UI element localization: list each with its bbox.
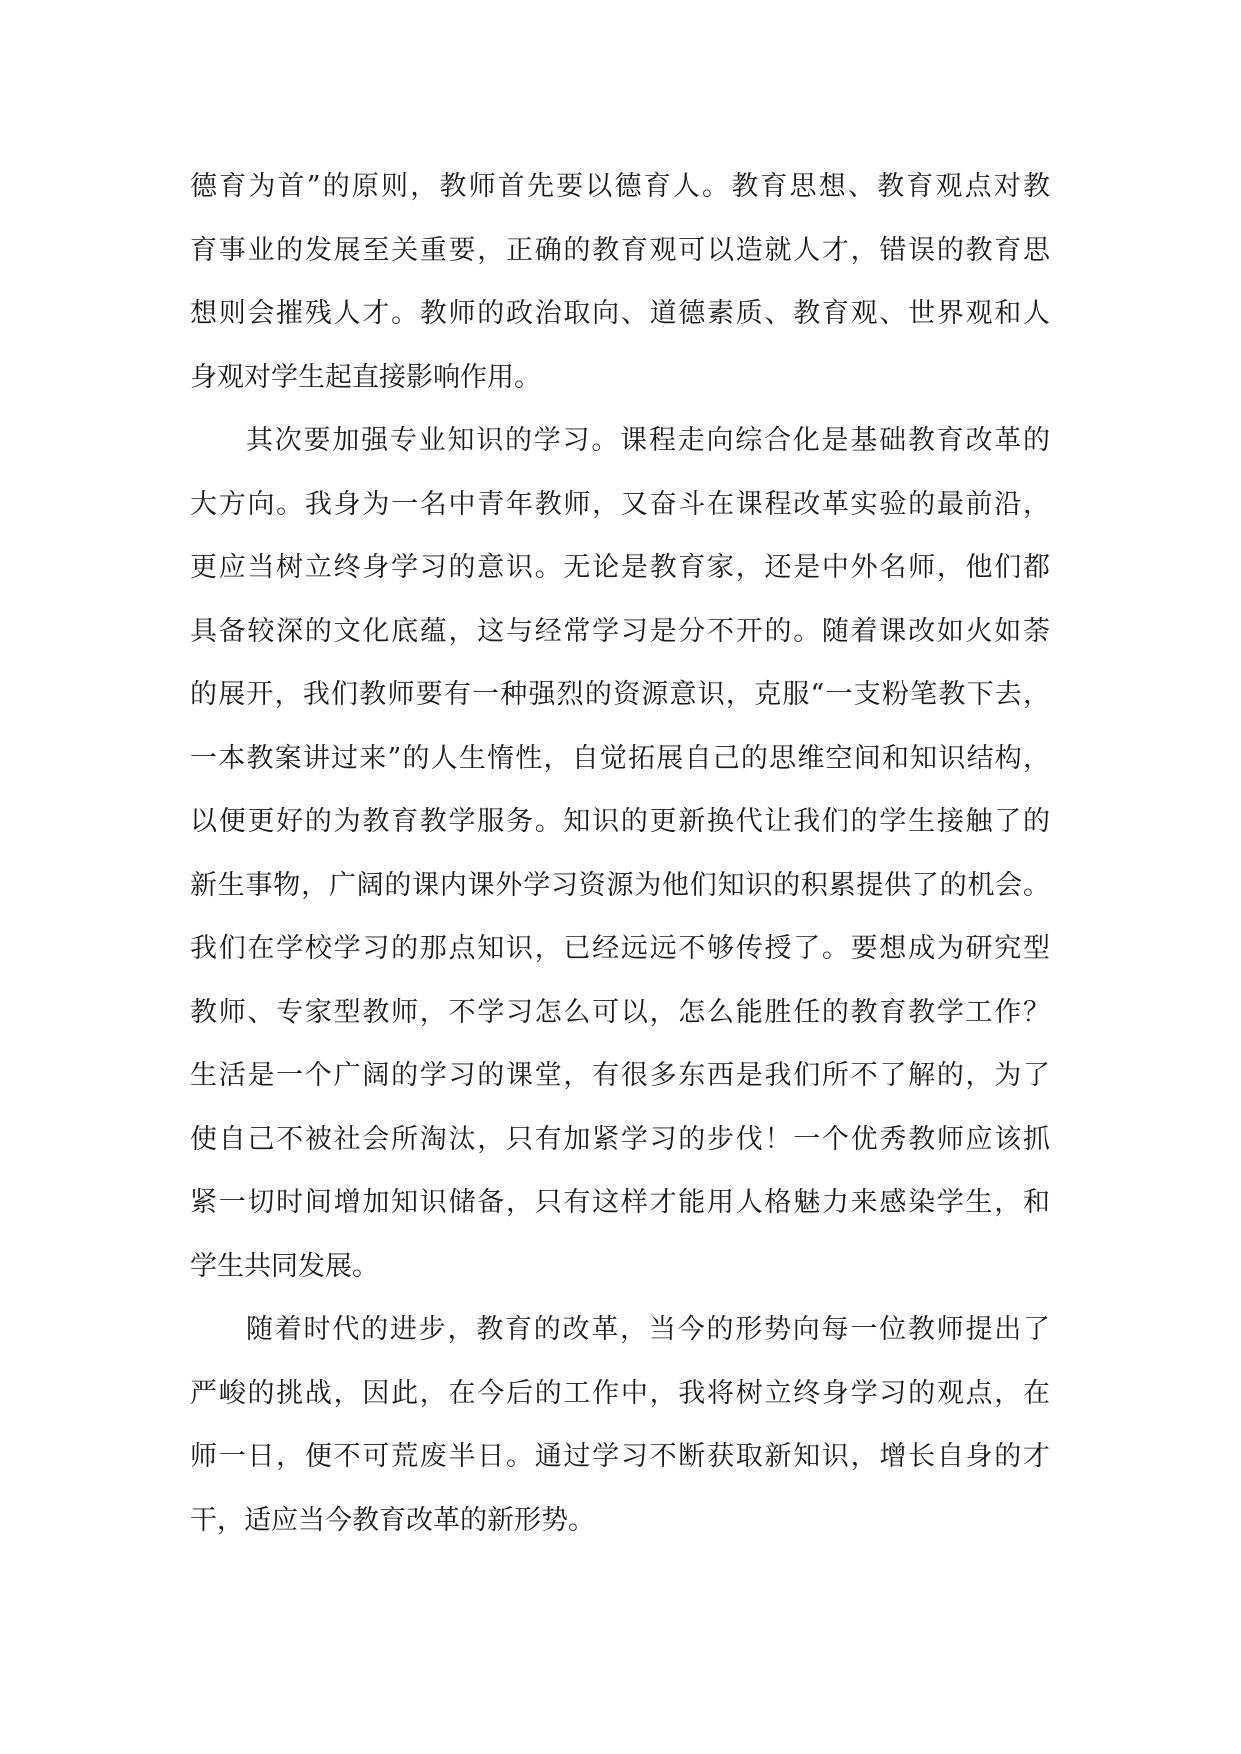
text-line: 新生事物，广阔的课内课外学习资源为他们知识的积累提供了的机会。 bbox=[190, 869, 1050, 901]
text-line: 以便更好的为教育教学服务。知识的更新换代让我们的学生接触了的 bbox=[190, 806, 1050, 837]
text-line: 身观对学生起直接影响作用。 bbox=[190, 361, 541, 393]
text-line: 具备较深的文化底蕴，这与经常学习是分不开的。随着课改如火如荼 bbox=[190, 615, 1050, 647]
text-line: 更应当树立终身学习的意识。无论是教育家，还是中外名师，他们都 bbox=[190, 552, 1050, 583]
text-line: 育事业的发展至关重要，正确的教育观可以造就人才，错误的教育思 bbox=[190, 234, 1050, 266]
text-line: 学生共同发展。 bbox=[190, 1250, 379, 1282]
text-line: 紧一切时间增加知识储备，只有这样才能用人格魅力来感染学生，和 bbox=[190, 1187, 1050, 1218]
text-line: 的展开，我们教师要有一种强烈的资源意识，克服“一支粉笔教下去， bbox=[190, 679, 1050, 710]
text-line: 我们在学校学习的那点知识，已经远远不够传授了。要想成为研究型 bbox=[190, 933, 1050, 964]
text-line: 使自己不被社会所淘汰，只有加紧学习的步伐！一个优秀教师应该抓 bbox=[190, 1123, 1050, 1155]
text-line: 一本教案讲过来”的人生惰性，自觉拓展自己的思维空间和知识结构， bbox=[190, 742, 1050, 774]
text-line: 严峻的挑战，因此，在今后的工作中，我将树立终身学习的观点，在 bbox=[190, 1377, 1050, 1409]
text-line: 想则会摧残人才。教师的政治取向、道德素质、教育观、世界观和人 bbox=[190, 298, 1050, 329]
text-line: 大方向。我身为一名中青年教师，又奋斗在课程改革实验的最前沿， bbox=[190, 488, 1050, 520]
text-line: 生活是一个广阔的学习的课堂，有很多东西是我们所不了解的，为了 bbox=[190, 1060, 1050, 1091]
text-line: 师一日，便不可荒废半日。通过学习不断获取新知识，增长自身的才 bbox=[190, 1441, 1050, 1472]
document-body bbox=[190, 155, 1050, 1552]
text-line: 教师、专家型教师，不学习怎么可以，怎么能胜任的教育教学工作？ bbox=[190, 996, 1050, 1028]
paragraph-first-line: 其次要加强专业知识的学习。课程走向综合化是基础教育改革的 bbox=[246, 425, 1050, 456]
text-line: 德育为首”的原则，教师首先要以德育人。教育思想、教育观点对教 bbox=[190, 171, 1050, 202]
paragraph-first-line: 随着时代的进步，教育的改革，当今的形势向每一位教师提出了 bbox=[246, 1314, 1050, 1345]
text-line: 干，适应当今教育改革的新形势。 bbox=[190, 1504, 595, 1536]
